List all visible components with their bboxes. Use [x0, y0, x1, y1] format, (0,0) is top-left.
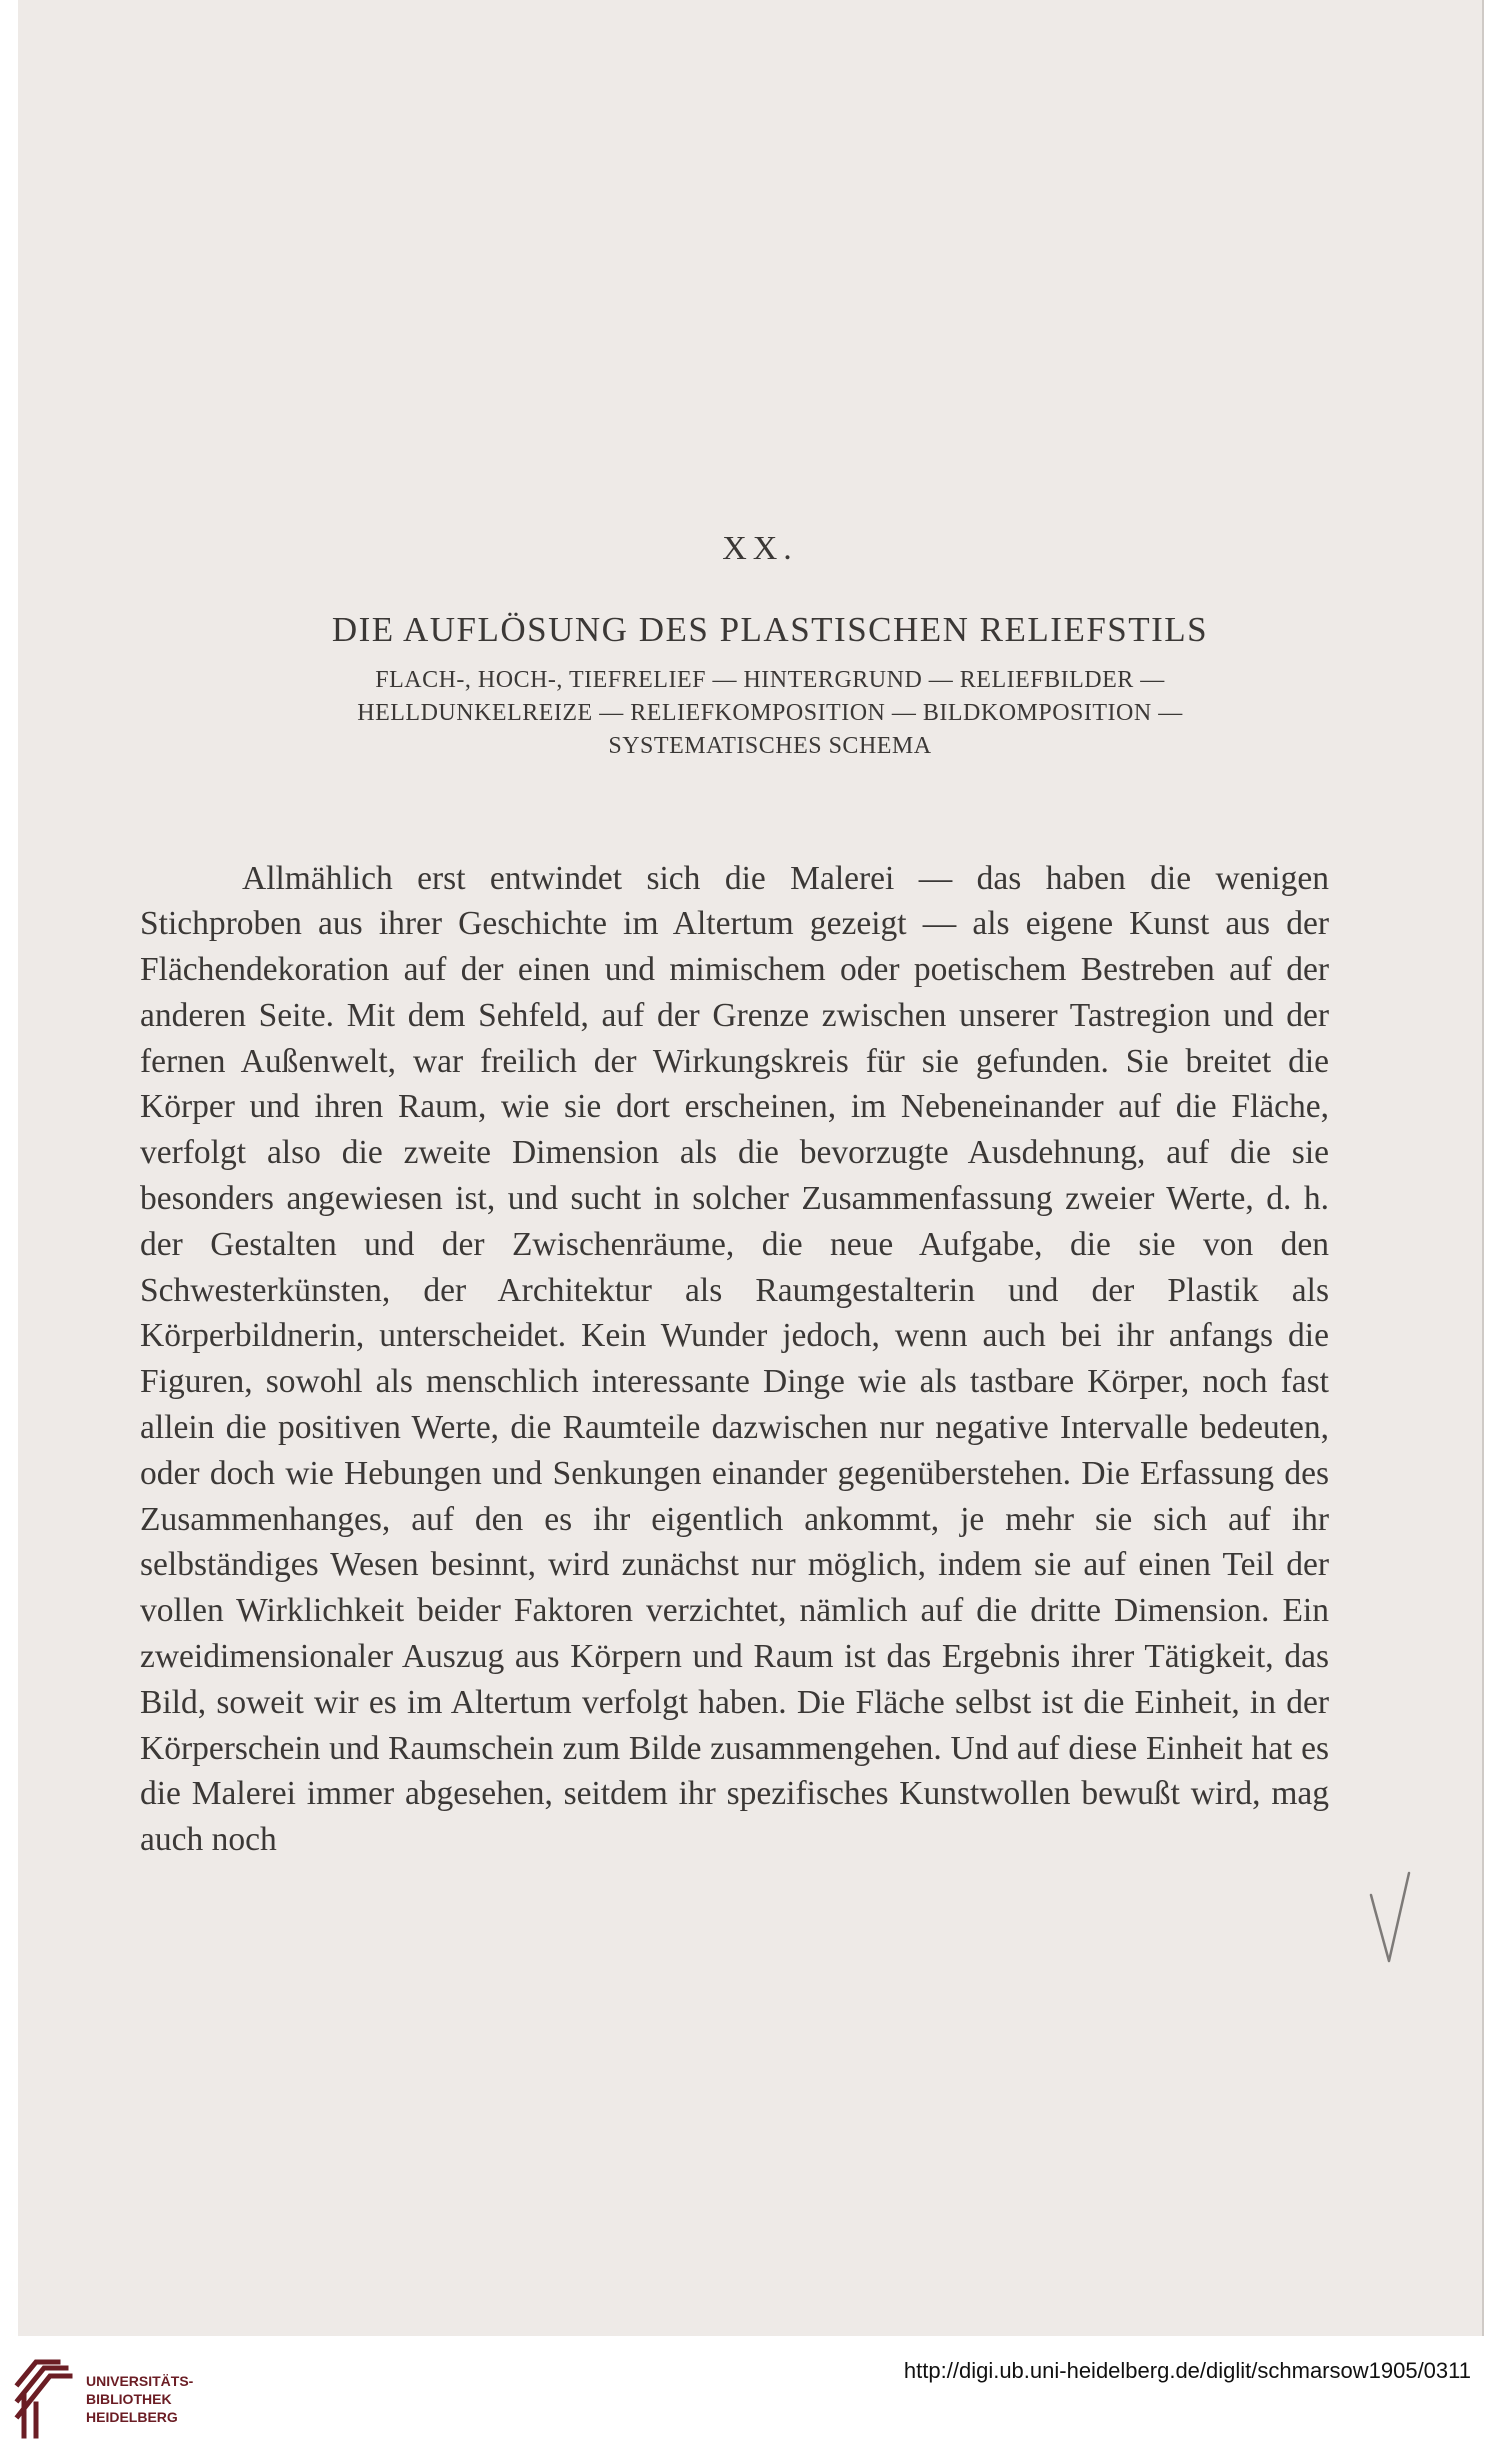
library-name-line: UNIVERSITÄTS-	[86, 2373, 194, 2389]
library-name-line: BIBLIOTHEK	[86, 2391, 172, 2407]
footer-bar	[0, 2338, 1485, 2453]
subtitle-line: FLACH-, HOCH-, TIEFRELIEF — HINTERGRUND — RELIEFBILDER —	[375, 667, 1165, 693]
chapter-subtitle	[38, 664, 1485, 763]
pencil-check-mark-icon	[1363, 1865, 1423, 1975]
library-name-line: HEIDELBERG	[86, 2409, 178, 2425]
scanned-page	[18, 0, 1484, 2336]
source-url-link[interactable]: http://digi.ub.uni-heidelberg.de/diglit/schmarsow1905/0311	[903, 2358, 1471, 2383]
body-paragraph: Allmählich erst entwindet sich die Malerei — das haben die wenigen Stichproben aus ihrer Geschichte im Altertum gezeigt — als eigene Kunst aus der Flächendekoration auf der einen und mimischem oder poetischem Bestreben auf der anderen Seite. Mit dem Sehfeld, auf der Grenze zwischen unserer Tastregion und der fernen Außenwelt, war freilich der Wirkungskreis für sie gefunden. Sie breitet die Körper und ihren Raum, wie sie dort erscheinen, im Nebeneinander auf die Fläche, verfolgt also die zweite Dimension als die bevorzugte Ausdehnung, auf die sie besonders angewiesen ist, und sucht in solcher Zusammenfassung zweier Werte, d. h. der Gestalten und der Zwischenräume, die neue Aufgabe, die sie von den Schwesterkünsten, der Architektur als Raumgestalterin und der Plastik als Körperbildnerin, unterscheidet. Kein Wunder jedoch, wenn auch bei ihr anfangs die Figuren, sowohl als menschlich interessante Dinge wie als tastbare Körper, noch fast allein die positiven Werte, die Raumteile dazwischen nur negative Intervalle bedeuten, oder doch wie Hebungen und Senkungen einander gegenüberstehen. Die Erfassung des Zusammenhanges, auf den es ihr eigentlich ankommt, je mehr sie sich auf ihr selbständiges Wesen besinnt, wird zunächst nur möglich, indem sie auf einen Teil der vollen Wirklichkeit beider Faktoren verzichtet, nämlich auf die dritte Dimension. Ein zweidimensionaler Auszug aus Körpern und Raum ist das Ergebnis ihrer Tätigkeit, das Bild, soweit wir es im Altertum verfolgt haben. Die Fläche selbst ist die Einheit, in der Körperschein und Raumschein zum Bilde zusammengehen. Und auf diese Einheit hat es die Malerei immer abgesehen, seitdem ihr spezifisches Kunstwollen bewußt wird, mag auch noch	[140, 859, 1329, 1859]
library-name	[86, 2372, 193, 2426]
subtitle-line: SYSTEMATISCHES SCHEMA	[608, 733, 932, 759]
chapter-heading	[18, 530, 1482, 763]
chapter-number: XX.	[722, 530, 798, 567]
university-library-logo-icon	[14, 2354, 74, 2440]
chapter-title: DIE AUFLÖSUNG DES PLASTISCHEN RELIEFSTILS	[331, 610, 1209, 649]
subtitle-line: HELLDUNKELREIZE — RELIEFKOMPOSITION — BILDKOMPOSITION —	[357, 700, 1183, 726]
